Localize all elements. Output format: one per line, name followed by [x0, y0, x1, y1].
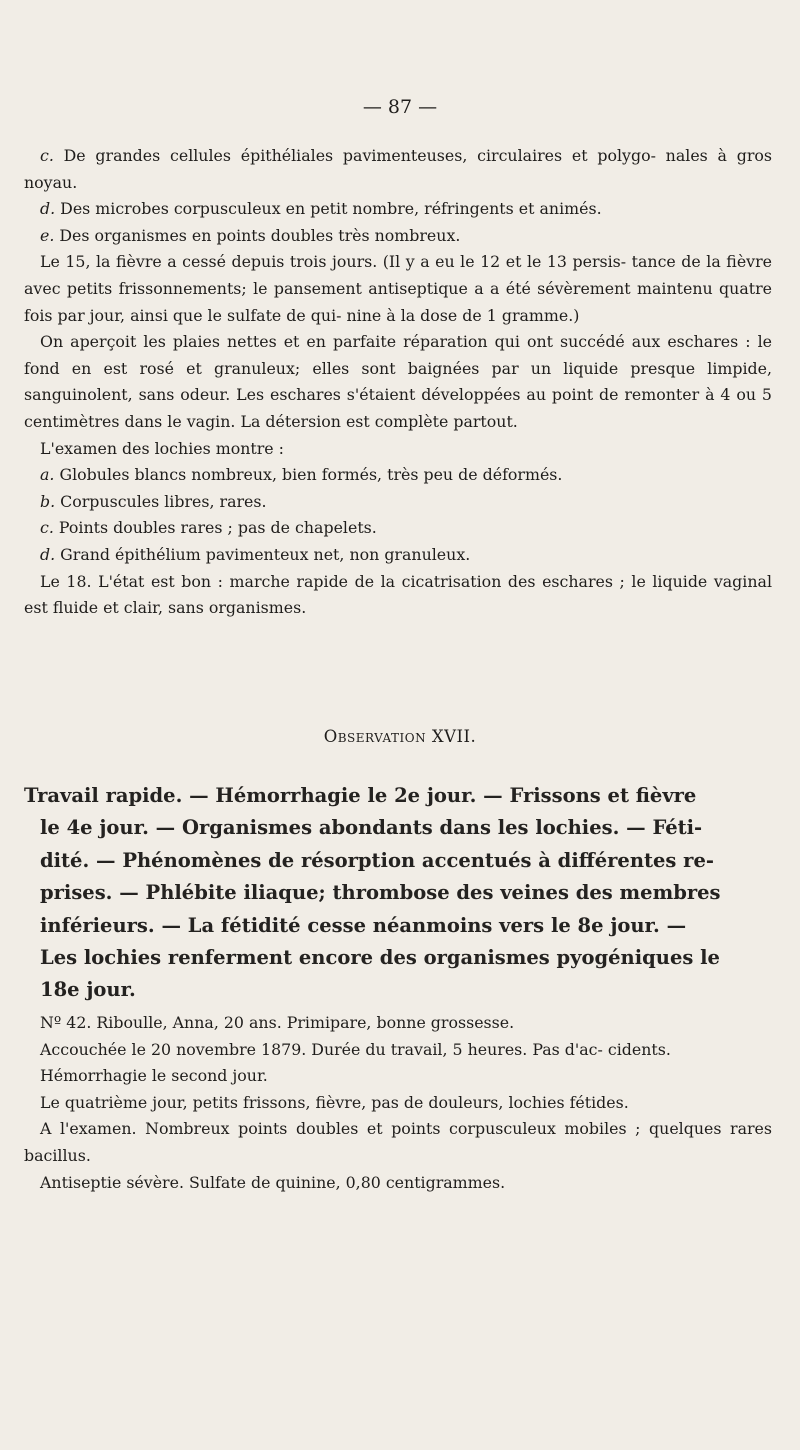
summary-line: Les lochies renferment encore des organismes pyogéniques le — [40, 946, 720, 970]
paragraph: c. De grandes cellules épithéliales pavimenteuses, circulaires et polygo- nales à gros noyau. — [24, 146, 772, 192]
paragraph: Antiseptie sévère. Sulfate de quinine, 0,80 centigrammes. — [40, 1172, 506, 1192]
paragraph: d. Des microbes corpusculeux en petit nombre, réfringents et animés. — [40, 199, 602, 219]
paragraph: Nº 42. Riboulle, Anna, 20 ans. Primipare, bonne grossesse. — [40, 1013, 515, 1032]
paragraph: b. Corpuscules libres, rares. — [40, 491, 267, 511]
paragraph: c. Points doubles rares ; pas de chapelets. — [40, 518, 377, 538]
paragraph: e. Des organismes en points doubles très nombreux. — [40, 225, 461, 245]
page-number: — 87 — — [362, 96, 438, 118]
summary-line: prises. — Phlébite iliaque; thrombose des veines des membres — [40, 881, 721, 905]
paragraph: Hémorrhagie le second jour. — [40, 1066, 268, 1086]
case-section — [24, 1010, 772, 1196]
summary-line: inférieurs. — La fétidité cesse néanmoins vers le 8e jour. — — [40, 913, 687, 937]
summary-line: le 4e jour. — Organismes abondants dans les lochies. — Féti- — [40, 816, 703, 840]
summary-line: Travail rapide. — Hémorrhagie le 2e jour. — Frissons et fièvre — [24, 784, 697, 807]
observation-title: Observation XVII. — [323, 727, 477, 746]
paragraph: Accouchée le 20 novembre 1879. Durée du travail, 5 heures. Pas d'ac- cidents. — [40, 1039, 671, 1059]
paragraph: a. Globules blancs nombreux, bien formés, très peu de déformés. — [40, 465, 563, 485]
paragraph: On aperçoit les plaies nettes et en parfaite réparation qui ont succédé aux eschares : le fond en est rosé et granuleux; elles sont baignées par un liquide presque limpide, sanguinolent, sans odeur. Les eschares s'étaient développées au point de remonter à 4 ou 5 centimètres dans le vagin. La détersion est complète partout. — [24, 332, 772, 431]
paragraph: L'examen des lochies montre : — [40, 438, 284, 458]
top-section — [24, 143, 772, 622]
paragraph: Le 18. L'état est bon : marche rapide de la cicatrisation des eschares ; le liquide vaginal est fluide et clair, sans organismes. — [24, 571, 772, 618]
summary-line: dité. — Phénomènes de résorption accentués à différentes re- — [40, 848, 714, 872]
summary-line: 18e jour. — [40, 978, 136, 1002]
paragraph: A l'examen. Nombreux points doubles et points corpusculeux mobiles ; quelques rares bacillus. — [24, 1119, 772, 1165]
observation-summary — [24, 780, 772, 1007]
paragraph: Le 15, la fièvre a cessé depuis trois jours. (Il y a eu le 12 et le 13 persis- tance de la fièvre avec petits frissonnements; le pansement antiseptique a a été sévèrement maintenu quatre fois par jour, ainsi que le sulfate de qui- nine à la dose de 1 gramme.) — [24, 252, 772, 325]
paragraph: Le quatrième jour, petits frissons, fièvre, pas de douleurs, lochies fétides. — [40, 1092, 629, 1112]
paragraph: d. Grand épithélium pavimenteux net, non granuleux. — [40, 544, 471, 564]
